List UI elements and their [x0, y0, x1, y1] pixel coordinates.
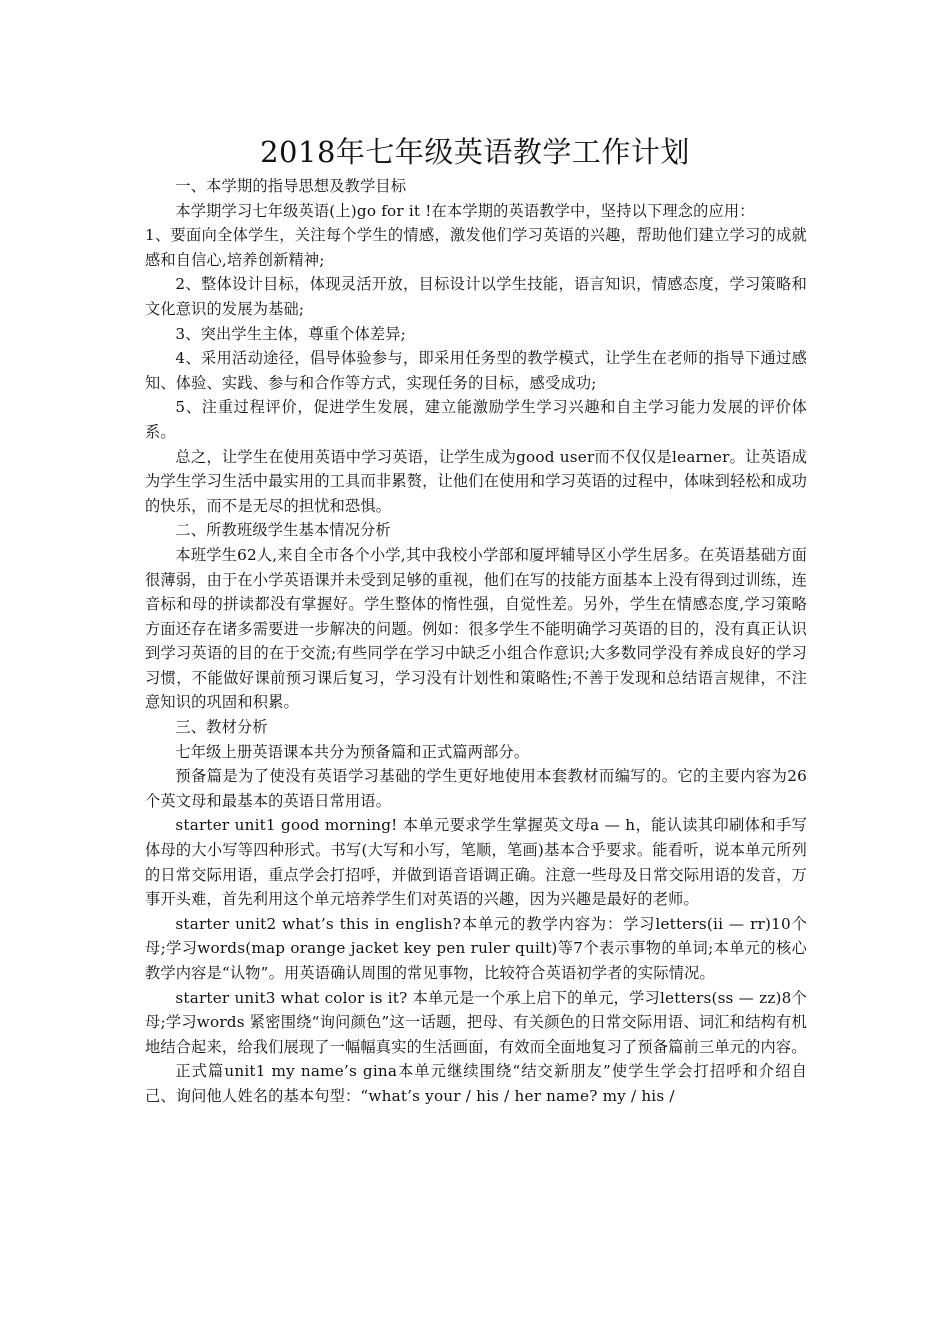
section-heading-1: 一、本学期的指导思想及教学目标 — [175, 177, 407, 195]
paragraph: 预备篇是为了使没有英语学习基础的学生更好地使用本套教材而编写的。它的主要内容为26个英文母和最基本的英语日常用语。 — [145, 767, 807, 810]
section-heading-3: 三、教材分析 — [175, 718, 268, 737]
paragraph: 正式篇unit1 my name’s gina本单元继续围绕“结交新朋友”使学生学会打招呼和介绍自己、询问他人姓名的基本句型：“what’s your / his / her name? my / his / — [145, 1062, 807, 1105]
section-heading-2: 二、所教班级学生基本情况分析 — [175, 521, 391, 540]
paragraph: starter unit2 what’s this in english?本单元的教学内容为：学习letters(ii — rr)10个母;学习words(map orange jacket key pen ruler quilt)等7个表示事物的单词;本单元的核心教学内容是“认物”。用英语确认周围的常见事物，比较符合英语初学者的实际情况。 — [145, 914, 807, 982]
paragraph: starter unit3 what color is it? 本单元是一个承上启下的单元，学习letters(ss — zz)8个母;学习words 紧密围绕“询问颜色”这一话题，把母、有关颜色的日常交际用语、词汇和结构有机地结合起来，给我们展现了一幅幅真实的生活画面，有效而全面地复习了预备篇前三单元的内容。 — [145, 988, 807, 1056]
paragraph: 七年级上册英语课本共分为预备篇和正式篇两部分。 — [175, 742, 530, 761]
list-item-1: 1、要面向全体学生，关注每个学生的情感，激发他们学习英语的兴趣，帮助他们建立学习的成就感和自信心,培养创新精神; — [145, 226, 807, 269]
list-item-4: 4、采用活动途径，倡导体验参与，即采用任务型的教学模式，让学生在老师的指导下通过感知、体验、实践、参与和合作等方式，实现任务的目标，感受成功; — [145, 349, 807, 392]
paragraph: starter unit1 good morning! 本单元要求学生掌握英文母a — h，能认读其印刷体和手写体母的大小写等四种形式。书写(大写和小写，笔顺，笔画)基本合乎要求。能看听，说本单元所列的日常交际用语，重点学会打招呼，并做到语音语调正确。注意一些母及日常交际用语的发音，万事开头难，首先利用这个单元培养学生们对英语的兴趣，因为兴趣是最好的老师。 — [145, 816, 807, 909]
paragraph: 本学期学习七年级英语(上)go for it !在本学期的英语教学中，坚持以下理念的应用： — [175, 201, 755, 220]
paragraph: 本班学生62人,来自全市各个小学,其中我校小学部和厦坪辅导区小学生居多。在英语基础方面很薄弱，由于在小学英语课并未受到足够的重视，他们在写的技能方面基本上没有得到过训练，连音标和母的拼读都没有掌握好。学生整体的惰性强，自觉性差。另外，学生在情感态度,学习策略方面还存在诸多需要进一步解决的问题。例如：很多学生不能明确学习英语的目的，没有真正认识到学习英语的目的在于交流;有些同学在学习中缺乏小组合作意识;大多数同学没有养成良好的学习习惯，不能做好课前预习课后复习，学习没有计划性和策略性;不善于发现和总结语言规律，不注意知识的巩固和积累。 — [145, 545, 807, 712]
list-item-2: 2、整体设计目标，体现灵活开放，目标设计以学生技能，语言知识，情感态度，学习策略和文化意识的发展为基础; — [145, 275, 807, 318]
document-title: 2018年七年级英语教学工作计划 — [260, 135, 690, 169]
paragraph: 总之，让学生在使用英语中学习英语，让学生成为good user而不仅仅是learner。让英语成为学生学习生活中最实用的工具而非累赘，让他们在使用和学习英语的过程中，体味到轻松和成功的快乐，而不是无尽的担忧和恐惧。 — [145, 447, 807, 515]
document-body — [145, 174, 807, 1109]
list-item-3: 3、突出学生主体，尊重个体差异; — [175, 324, 406, 343]
list-item-5: 5、注重过程评价，促进学生发展，建立能激励学生学习兴趣和自主学习能力发展的评价体系。 — [145, 398, 807, 441]
